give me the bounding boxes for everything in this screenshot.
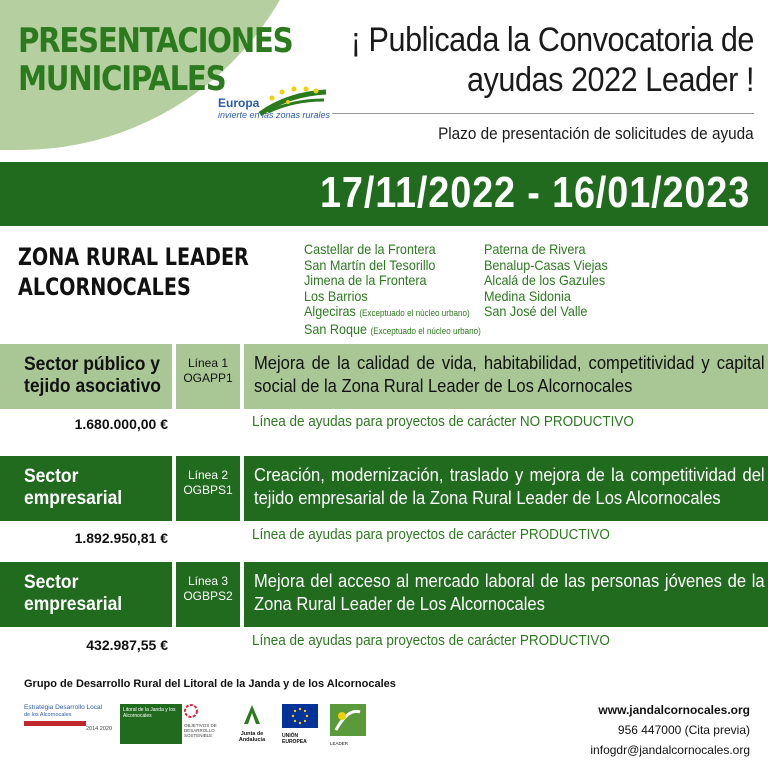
sector-line-2: tejido asociativo: [24, 376, 161, 397]
town-item: San José del Valle: [484, 303, 588, 319]
email-link[interactable]: infogdr@jandalcornocales.org: [590, 743, 750, 757]
sector-line-1: Sector: [24, 466, 79, 487]
phone-text: 956 447000 (Cita previa): [617, 723, 750, 737]
amount-3: 432.987,55 €: [86, 637, 168, 653]
town-item: Paterna de Rivera: [484, 241, 586, 257]
litoral-logo: Litoral de la Janda y los Alcornocales: [120, 704, 182, 744]
sector-label-3: [0, 562, 172, 627]
description-text: Creación, modernización, traslado y mejora de la competitividad del tejido empresarial de la Zona Rural Leader de Los Alcornocales: [254, 465, 765, 508]
header-divider: [332, 113, 754, 114]
dates-text: 17/11/2022 - 16/01/2023: [319, 168, 750, 217]
europa-stars-icon: [258, 86, 328, 116]
europa-logo: [218, 96, 338, 120]
town-item: Algeciras (Exceptuado el núcleo urbano): [304, 303, 470, 319]
estrategia-logo: Estrategia Desarrollo Local de los Alcornocales 2014 2020: [24, 704, 112, 732]
towns-list-1: [304, 242, 481, 339]
linea-code: OGBPS2: [183, 589, 233, 603]
line-type-3: Línea de ayudas para proyectos de carácter PRODUCTIVO: [252, 632, 610, 649]
sector-line-1: Sector: [24, 572, 79, 593]
linea-number: Línea 3: [187, 574, 229, 588]
sector-line-2: empresarial: [24, 488, 123, 509]
town-item: Los Barrios: [304, 287, 368, 304]
sector-line-2: empresarial: [24, 594, 123, 615]
towns-list-2: [484, 242, 608, 320]
linea-label-3: [176, 562, 240, 627]
leader-logo: LEADER: [330, 704, 370, 744]
ods-wheel-icon: [184, 704, 198, 718]
brand-line-2: MUNICIPALES: [18, 59, 226, 99]
brand-title: [18, 22, 292, 98]
sector-line-1: Sector público y: [24, 354, 160, 375]
brand-line-1: PRESENTACIONES: [18, 21, 293, 61]
amount-2: 1.892.950,81 €: [74, 530, 168, 546]
town-item: Medina Sidonia: [484, 287, 571, 304]
headline-line-1: ¡ Publicada la Convocatoria de: [350, 21, 754, 59]
ods-logo: OBJETIVOS DE DESARROLLO SOSTENIBLE: [184, 704, 228, 744]
amount-1: 1.680.000,00 €: [74, 416, 168, 432]
town-item: Benalup-Casas Viejas: [484, 256, 608, 273]
town-note: (Exceptuado el núcleo urbano): [359, 308, 470, 318]
description-text: Mejora de la calidad de vida, habitabilidad, competitividad y capital social de la Zona Rural Leader de Los Alcornocales: [254, 353, 765, 396]
linea-code: OGAPP1: [183, 371, 233, 385]
dates-banner: [0, 162, 768, 226]
linea-label-1: [176, 344, 240, 409]
eu-flag-logo: UNIÓN EUROPEA: [282, 704, 322, 744]
town-item: San Martín del Tesorillo: [304, 256, 436, 273]
line-type-2: Línea de ayudas para proyectos de carácter PRODUCTIVO: [252, 526, 610, 543]
linea-code: OGBPS1: [183, 483, 233, 497]
town-note: (Exceptuado el núcleo urbano): [370, 325, 481, 336]
sector-label-2: [0, 456, 172, 521]
europa-name: Europa: [218, 96, 260, 110]
linea-label-2: [176, 456, 240, 521]
zone-title: [18, 242, 249, 302]
linea-number: Línea 1: [187, 356, 229, 370]
headline: [349, 20, 754, 100]
junta-andalucia-logo: Junta de Andalucía: [230, 704, 274, 744]
line-description-3: [244, 562, 768, 627]
town-item: Castellar de la Frontera: [304, 241, 436, 257]
group-name: Grupo de Desarrollo Rural del Litoral de la Janda y de los Alcornocales: [24, 678, 396, 690]
eu-flag-icon: [282, 704, 318, 728]
junta-emblem-icon: [242, 704, 262, 726]
zone-title-line-2: ALCORNOCALES: [18, 273, 191, 301]
town-item: San Roque (Exceptuado el núcleo urbano): [304, 320, 481, 337]
website-link[interactable]: www.jandalcornocales.org: [598, 703, 750, 717]
headline-line-2: ayudas 2022 Leader !: [466, 61, 754, 99]
deadline-label: Plazo de presentación de solicitudes de ayuda: [438, 124, 754, 143]
line-description-2: [244, 456, 768, 521]
leader-emblem-icon: [330, 704, 366, 736]
line-type-1: Línea de ayudas para proyectos de carácter NO PRODUCTIVO: [252, 413, 634, 430]
town-item: Jimena de la Frontera: [304, 272, 427, 288]
zone-title-line-1: ZONA RURAL LEADER: [18, 243, 249, 271]
contact-info: [590, 700, 750, 760]
sector-label-1: [0, 344, 172, 409]
europa-tagline: invierte en las zonas rurales: [218, 110, 331, 120]
line-description-1: [244, 344, 768, 409]
linea-number: Línea 2: [187, 468, 229, 482]
town-item: Alcalá de los Gazules: [484, 272, 606, 288]
description-text: Mejora del acceso al mercado laboral de las personas jóvenes de la Zona Rural Leader de Los Alcornocales: [254, 571, 765, 614]
